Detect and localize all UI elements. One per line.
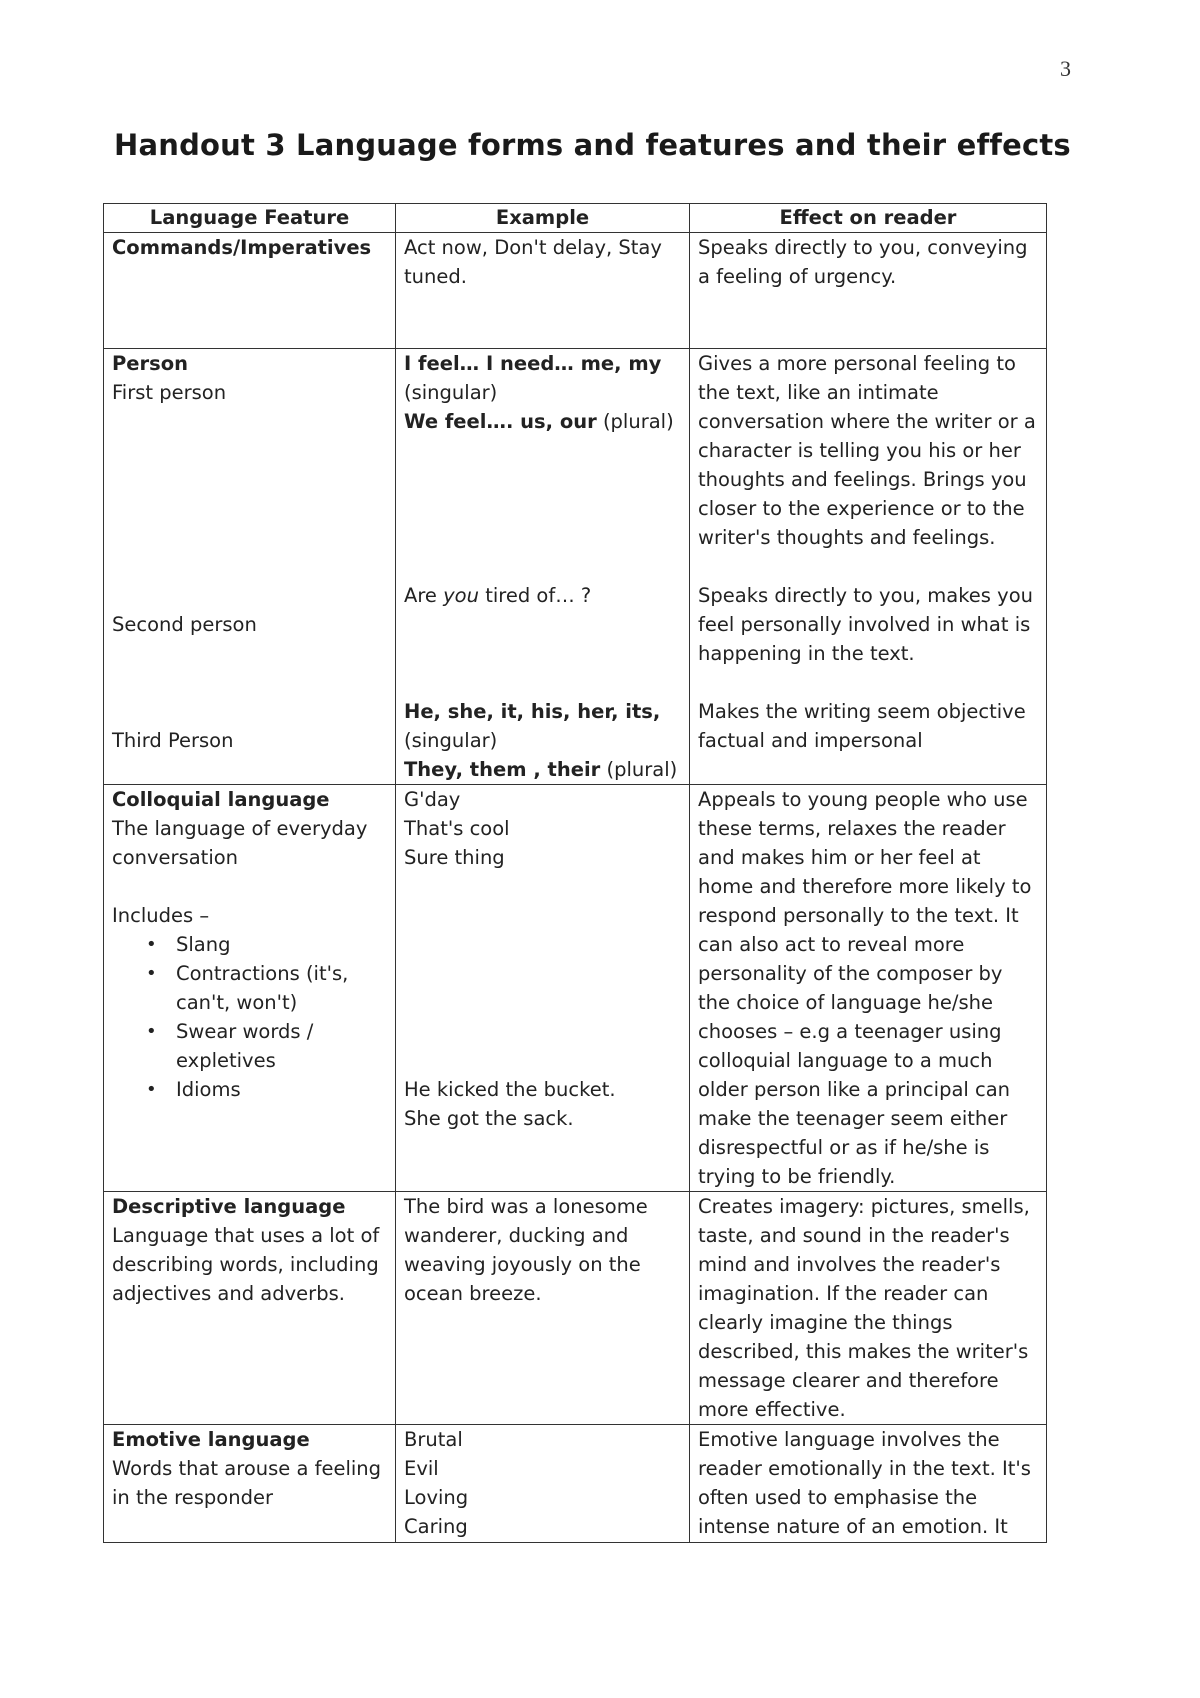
list-item: • Slang [176,930,387,959]
third-person-effect: Makes the writing seem objective factual and impersonal [698,700,1026,752]
example-text: Loving [404,1486,469,1509]
example-text: Evil [404,1457,439,1480]
example-text: G'day [404,788,461,811]
effect-cell [690,233,1047,349]
includes-list [112,930,387,1104]
example-text: Sure thing [404,846,505,869]
list-item: • Contractions (it's, can't, won't) [176,959,387,1017]
example-text: He kicked the bucket. [404,1078,616,1101]
table-row-person [104,349,1047,785]
third-person-example-singular: He, she, it, his, her, its, [404,700,661,723]
language-features-table [103,203,1047,1543]
third-person-example-plural: They, them , their [404,758,601,781]
table-row-colloquial [104,785,1047,1192]
singular-note: (singular) [404,729,498,752]
example-cell [396,1192,690,1425]
example-text: The bird was a lonesome wanderer, ducking and weaving joyously on the ocean breeze. [404,1195,648,1305]
includes-label: Includes – [112,904,210,927]
first-person-label: First person [112,381,227,404]
feature-cell [104,785,396,1192]
second-person-example-post: tired of… ? [485,584,592,607]
feature-name: Person [112,352,189,375]
page-title: Handout 3 Language forms and features and their effects [114,128,1071,162]
second-person-label: Second person [112,613,257,636]
feature-name: Commands/Imperatives [112,236,372,259]
plural-note: (plural) [602,410,674,433]
example-cell [396,1425,690,1543]
first-person-example-singular: I feel… I need… me, my [404,352,662,375]
second-person-example-em: you [443,584,479,607]
example-text: That's cool [404,817,510,840]
table-row-emotive [104,1425,1047,1543]
feature-name: Colloquial language [112,788,330,811]
header-example: Example [396,204,690,233]
example-text: Act now, Don't delay, Stay tuned. [404,236,662,288]
header-language-feature: Language Feature [104,204,396,233]
example-text: Caring [404,1515,468,1538]
table-row-commands [104,233,1047,349]
singular-note: (singular) [404,381,498,404]
feature-cell [104,1192,396,1425]
feature-name: Descriptive language [112,1195,346,1218]
list-item: • Swear words / expletives [176,1017,387,1075]
feature-cell [104,233,396,349]
effect-cell [690,1425,1047,1543]
feature-cell [104,1425,396,1543]
effect-text: Emotive language involves the reader emotionally in the text. It's often used to emphasise the intense nature of an emotion. It [698,1428,1031,1538]
first-person-example-plural: We feel…. us, our [404,410,597,433]
effect-text: Speaks directly to you, conveying a feeling of urgency. [698,236,1028,288]
list-item: • Idioms [176,1075,387,1104]
effect-cell [690,349,1047,785]
second-person-effect: Speaks directly to you, makes you feel personally involved in what is happening in the text. [698,584,1033,665]
second-person-example-pre: Are [404,584,437,607]
feature-description: Language that uses a lot of describing words, including adjectives and adverbs. [112,1224,380,1305]
table-header-row [104,204,1047,233]
third-person-label: Third Person [112,729,234,752]
example-cell [396,233,690,349]
effect-cell [690,1192,1047,1425]
example-cell [396,349,690,785]
feature-description: The language of everyday conversation [112,817,368,869]
header-effect-on-reader: Effect on reader [690,204,1047,233]
plural-note: (plural) [606,758,678,781]
feature-cell [104,349,396,785]
effect-cell [690,785,1047,1192]
example-cell [396,785,690,1192]
example-text: She got the sack. [404,1107,574,1130]
page-number: 3 [1060,56,1071,81]
example-text: Brutal [404,1428,463,1451]
feature-name: Emotive language [112,1428,310,1451]
table-row-descriptive [104,1192,1047,1425]
first-person-effect: Gives a more personal feeling to the text, like an intimate conversation where the writer or a character is telling you his or her thoughts and feelings. Brings you closer to the experience or to the writer's thoughts and feelings. [698,352,1036,549]
effect-text: Creates imagery: pictures, smells, taste, and sound in the reader's mind and involves the reader's imagination. If the reader can clearly imagine the things described, this makes the writer's message clearer and therefore more effective. [698,1195,1030,1421]
effect-text: Appeals to young people who use these terms, relaxes the reader and makes him or her feel at home and therefore more likely to respond personally to the text. It can also act to reveal more personality of the composer by the choice of language he/she chooses – e.g a teenager using colloquial language to a much older person like a principal can make the teenager seem either disrespectful or as if he/she is trying to be friendly. [698,788,1032,1188]
feature-description: Words that arouse a feeling in the responder [112,1457,382,1509]
